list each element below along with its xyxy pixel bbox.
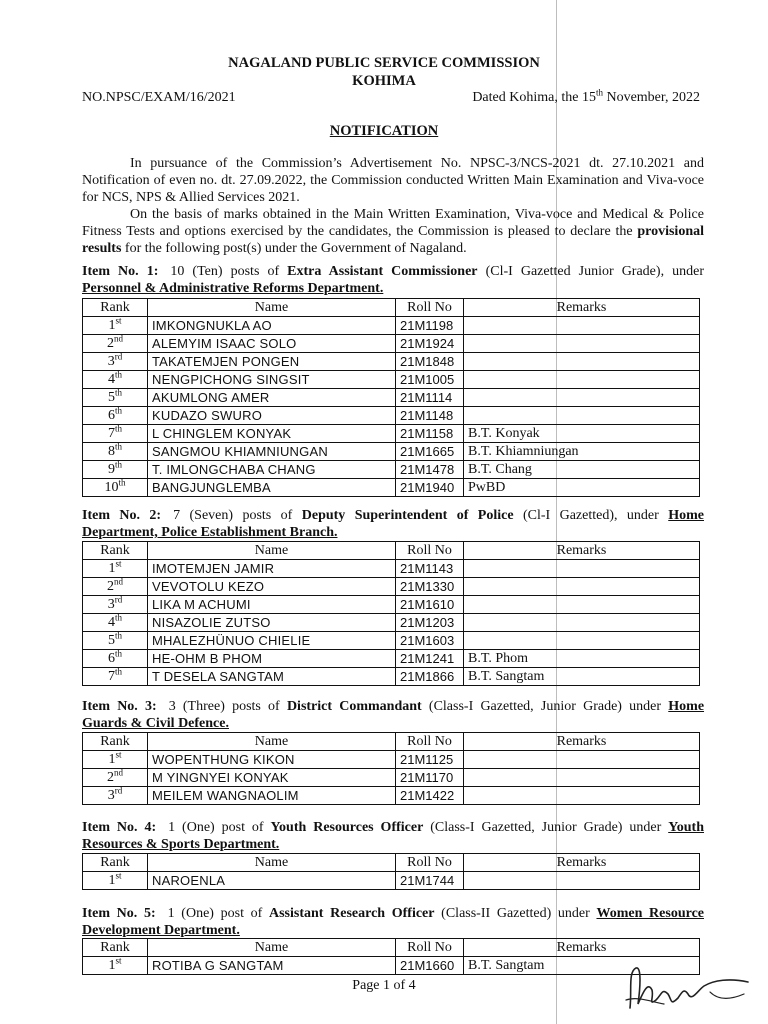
org-name: NAGALAND PUBLIC SERVICE COMMISSION [228, 55, 540, 71]
org-city: KOHIMA [352, 73, 416, 89]
results-table-2 [82, 541, 700, 686]
notification-date: Dated Kohima, the 15th November, 2022 [472, 87, 700, 105]
rank-number: 3 [107, 596, 115, 612]
name-cell: T DESELA SANGTAM [148, 668, 396, 686]
name-cell: ALEMYIM ISAAC SOLO [148, 335, 396, 353]
rank-cell [83, 954, 148, 975]
table-header-row [83, 854, 700, 872]
rank-cell [83, 332, 148, 353]
rank-suffix: th [118, 476, 126, 487]
rank-number: 7 [107, 425, 115, 441]
item-count: 1 (One) post of [167, 906, 269, 921]
rank-number: 5 [107, 632, 115, 648]
item-heading-3 [82, 698, 704, 732]
rank-suffix: th [114, 611, 122, 622]
table-row [83, 353, 700, 371]
item-post: Youth Resources Officer [270, 820, 424, 835]
roll-cell: 21M1744 [396, 872, 464, 890]
roll-cell: 21M1866 [396, 668, 464, 686]
name-cell: NENGPICHONG SINGSIT [148, 371, 396, 389]
table-row [83, 614, 700, 632]
intro-paragraph-2: On the basis of marks obtained in the Main Written Examination, Viva-voce and Medical & Police Fitness Tests and options exercised by the candidates, the Commission is pleased to declare the provisional results for the following post(s) under the Government of Nagaland. [82, 207, 704, 256]
rank-suffix: st [115, 954, 122, 965]
results-table-5 [82, 938, 700, 975]
item-department: Youth Resources & Sports Department. [82, 820, 704, 852]
remarks-cell: B.T. Sangtam [464, 668, 700, 686]
remarks-cell [464, 353, 700, 371]
rank-header: Rank [83, 299, 148, 317]
roll-header: Roll No [396, 299, 464, 317]
table-row [83, 335, 700, 353]
remarks-cell: B.T. Khiamniungan [464, 443, 700, 461]
roll-cell: 21M1924 [396, 335, 464, 353]
rank-number: 1 [108, 751, 116, 767]
rank-suffix: th [114, 422, 122, 433]
remarks-cell: B.T. Chang [464, 461, 700, 479]
rank-number: 1 [108, 957, 116, 973]
rank-number: 4 [107, 614, 115, 630]
remarks-cell: B.T. Sangtam [464, 957, 700, 975]
rank-number: 2 [107, 578, 114, 594]
rank-number: 3 [107, 353, 115, 369]
item-department: Home Guards & Civil Defence. [82, 699, 705, 731]
table-row [83, 443, 700, 461]
name-cell: M YINGNYEI KONYAK [148, 769, 396, 787]
rank-number: 6 [107, 407, 115, 423]
name-cell: MEILEM WANGNAOLIM [148, 787, 396, 805]
rank-cell [83, 629, 148, 650]
item-count: 7 (Seven) posts of [173, 508, 302, 523]
name-cell: TAKATEMJEN PONGEN [148, 353, 396, 371]
rank-suffix: rd [114, 350, 123, 361]
name-header: Name [148, 854, 396, 872]
rank-suffix: rd [114, 593, 123, 604]
rank-number: 8 [107, 443, 115, 459]
rank-cell [83, 368, 148, 389]
item-label: Item No. 4: [82, 820, 157, 835]
roll-cell: 21M1148 [396, 407, 464, 425]
remarks-cell: B.T. Konyak [464, 425, 700, 443]
table-header-row [83, 939, 700, 957]
table-header-row [83, 542, 700, 560]
rank-suffix: st [115, 748, 122, 759]
rank-suffix: th [114, 629, 122, 640]
results-table-3 [82, 732, 700, 805]
item-label: Item No. 1: [82, 264, 159, 279]
remarks-cell [464, 335, 700, 353]
table-row [83, 560, 700, 578]
reference-number: NO.NPSC/EXAM/16/2021 [82, 90, 236, 105]
remarks-cell: PwBD [464, 479, 700, 497]
rank-cell [83, 575, 148, 596]
name-cell: ROTIBA G SANGTAM [148, 957, 396, 975]
page-title: NOTIFICATION [329, 123, 439, 139]
table-header-row [83, 299, 700, 317]
rank-header: Rank [83, 939, 148, 957]
roll-cell: 21M1665 [396, 443, 464, 461]
roll-cell: 21M1143 [396, 560, 464, 578]
roll-cell: 21M1170 [396, 769, 464, 787]
table-header-row [83, 733, 700, 751]
rank-suffix: rd [114, 784, 123, 795]
roll-header: Roll No [396, 733, 464, 751]
name-cell: WOPENTHUNG KIKON [148, 751, 396, 769]
rank-cell [83, 557, 148, 578]
name-cell: LIKA M ACHUMI [148, 596, 396, 614]
remarks-header: Remarks [464, 854, 700, 872]
roll-cell: 21M1005 [396, 371, 464, 389]
table-row [83, 872, 700, 890]
name-cell: MHALEZHÜNUO CHIELIE [148, 632, 396, 650]
signature-image [618, 960, 758, 1020]
rank-cell [83, 422, 148, 443]
roll-cell: 21M1660 [396, 957, 464, 975]
rank-number: 7 [107, 668, 115, 684]
rank-suffix: th [114, 665, 122, 676]
item-grade: (Class-I Gazetted, Junior Grade) under [421, 699, 669, 714]
roll-cell: 21M1330 [396, 578, 464, 596]
rank-suffix: th [114, 386, 122, 397]
remarks-header: Remarks [464, 939, 700, 957]
name-cell: HE-OHM B PHOM [148, 650, 396, 668]
rank-number: 1 [108, 872, 116, 888]
table-row [83, 461, 700, 479]
rank-number: 5 [107, 389, 115, 405]
table-row [83, 957, 700, 975]
roll-header: Roll No [396, 854, 464, 872]
table-row [83, 317, 700, 335]
rank-suffix: nd [114, 575, 123, 586]
table-row [83, 389, 700, 407]
remarks-cell [464, 389, 700, 407]
roll-cell: 21M1848 [396, 353, 464, 371]
rank-number: 4 [107, 371, 115, 387]
results-table-1 [82, 298, 700, 497]
item-grade: (Cl-I Gazetted), under [513, 508, 669, 523]
remarks-cell [464, 614, 700, 632]
page-number: Page 1 of 4 [352, 978, 416, 993]
rank-cell [83, 593, 148, 614]
item-grade: (Class-II Gazetted) under [434, 906, 597, 921]
roll-cell: 21M1603 [396, 632, 464, 650]
remarks-cell [464, 596, 700, 614]
table-row [83, 578, 700, 596]
item-grade: (Class-I Gazetted, Junior Grade) under [423, 820, 669, 835]
rank-suffix: th [114, 368, 122, 379]
rank-suffix: nd [114, 332, 123, 343]
roll-cell: 21M1241 [396, 650, 464, 668]
table-row [83, 751, 700, 769]
rank-number: 9 [107, 461, 115, 477]
results-table-4 [82, 853, 700, 890]
item-post: Extra Assistant Commissioner [287, 264, 478, 279]
rank-number: 10 [104, 479, 119, 495]
rank-header: Rank [83, 733, 148, 751]
item-grade: (Cl-I Gazetted Junior Grade), under [477, 264, 704, 279]
item-post: Assistant Research Officer [268, 906, 435, 921]
table-row [83, 425, 700, 443]
roll-cell: 21M1125 [396, 751, 464, 769]
table-row [83, 479, 700, 497]
roll-cell: 21M1158 [396, 425, 464, 443]
roll-cell: 21M1198 [396, 317, 464, 335]
rank-cell [83, 314, 148, 335]
name-header: Name [148, 299, 396, 317]
rank-number: 2 [107, 769, 114, 785]
item-count: 10 (Ten) posts of [170, 264, 288, 279]
rank-suffix: th [114, 404, 122, 415]
name-header: Name [148, 939, 396, 957]
name-cell: T. IMLONGCHABA CHANG [148, 461, 396, 479]
table-row [83, 668, 700, 686]
roll-cell: 21M1610 [396, 596, 464, 614]
name-cell: VEVOTOLU KEZO [148, 578, 396, 596]
remarks-cell [464, 371, 700, 389]
name-cell: NAROENLA [148, 872, 396, 890]
rank-cell [83, 386, 148, 407]
rank-suffix: st [115, 557, 122, 568]
item-heading-4 [82, 819, 704, 853]
table-row [83, 371, 700, 389]
remarks-cell [464, 407, 700, 425]
rank-cell [83, 647, 148, 668]
name-cell: AKUMLONG AMER [148, 389, 396, 407]
rank-cell [83, 458, 148, 479]
remarks-cell [464, 751, 700, 769]
rank-cell [83, 350, 148, 371]
name-cell: KUDAZO SWURO [148, 407, 396, 425]
name-cell: L CHINGLEM KONYAK [148, 425, 396, 443]
rank-cell [83, 476, 148, 497]
rank-suffix: th [114, 647, 122, 658]
table-row [83, 650, 700, 668]
rank-cell [83, 766, 148, 787]
name-cell: NISAZOLIE ZUTSO [148, 614, 396, 632]
remarks-cell [464, 769, 700, 787]
name-header: Name [148, 542, 396, 560]
name-header: Name [148, 733, 396, 751]
remarks-cell [464, 317, 700, 335]
item-label: Item No. 2: [82, 508, 162, 523]
item-label: Item No. 5: [82, 906, 156, 921]
rank-header: Rank [83, 542, 148, 560]
remarks-header: Remarks [464, 733, 700, 751]
name-cell: IMKONGNUKLA AO [148, 317, 396, 335]
rank-number: 2 [107, 335, 114, 351]
table-row [83, 407, 700, 425]
remarks-cell [464, 560, 700, 578]
name-cell: BANGJUNGLEMBA [148, 479, 396, 497]
rank-cell [83, 611, 148, 632]
rank-cell [83, 404, 148, 425]
table-row [83, 632, 700, 650]
rank-number: 3 [107, 787, 115, 803]
item-post: Deputy Superintendent of Police [301, 508, 514, 523]
rank-suffix: th [114, 458, 122, 469]
roll-cell: 21M1940 [396, 479, 464, 497]
roll-cell: 21M1114 [396, 389, 464, 407]
item-count: 3 (Three) posts of [168, 699, 287, 714]
remarks-cell [464, 578, 700, 596]
item-label: Item No. 3: [82, 699, 157, 714]
table-row [83, 787, 700, 805]
item-department: Home Department, Police Establishment Branch. [82, 508, 704, 540]
rank-header: Rank [83, 854, 148, 872]
name-cell: IMOTEMJEN JAMIR [148, 560, 396, 578]
roll-cell: 21M1478 [396, 461, 464, 479]
table-row [83, 596, 700, 614]
item-heading-2 [82, 507, 704, 541]
remarks-cell [464, 872, 700, 890]
roll-cell: 21M1203 [396, 614, 464, 632]
rank-suffix: st [115, 869, 122, 880]
remarks-cell: B.T. Phom [464, 650, 700, 668]
rank-number: 1 [108, 560, 116, 576]
remarks-cell [464, 632, 700, 650]
rank-number: 6 [107, 650, 115, 666]
item-department: Personnel & Administrative Reforms Department. [82, 281, 384, 296]
item-heading-5 [82, 905, 704, 939]
rank-cell [83, 784, 148, 805]
rank-cell [83, 440, 148, 461]
item-heading-1 [82, 263, 704, 297]
roll-cell: 21M1422 [396, 787, 464, 805]
table-row [83, 769, 700, 787]
remarks-cell [464, 787, 700, 805]
rank-number: 1 [108, 317, 116, 333]
rank-cell [83, 748, 148, 769]
item-post: District Commandant [286, 699, 422, 714]
rank-suffix: nd [114, 766, 123, 777]
remarks-header: Remarks [464, 542, 700, 560]
rank-suffix: st [115, 314, 122, 325]
name-cell: SANGMOU KHIAMNIUNGAN [148, 443, 396, 461]
item-department: Women Resource Development Department. [82, 906, 704, 938]
rank-cell [83, 869, 148, 890]
roll-header: Roll No [396, 542, 464, 560]
remarks-header: Remarks [464, 299, 700, 317]
rank-suffix: th [114, 440, 122, 451]
intro-paragraph-1: In pursuance of the Commission’s Advertisement No. NPSC-3/NCS-2021 dt. 27.10.2021 and Notification of even no. dt. 27.09.2022, the Commission conducted Written Main Examination and Viva-voce for NCS, NPS & Allied Services 2021. [82, 156, 704, 205]
rank-cell [83, 665, 148, 686]
roll-header: Roll No [396, 939, 464, 957]
item-count: 1 (One) post of [168, 820, 271, 835]
